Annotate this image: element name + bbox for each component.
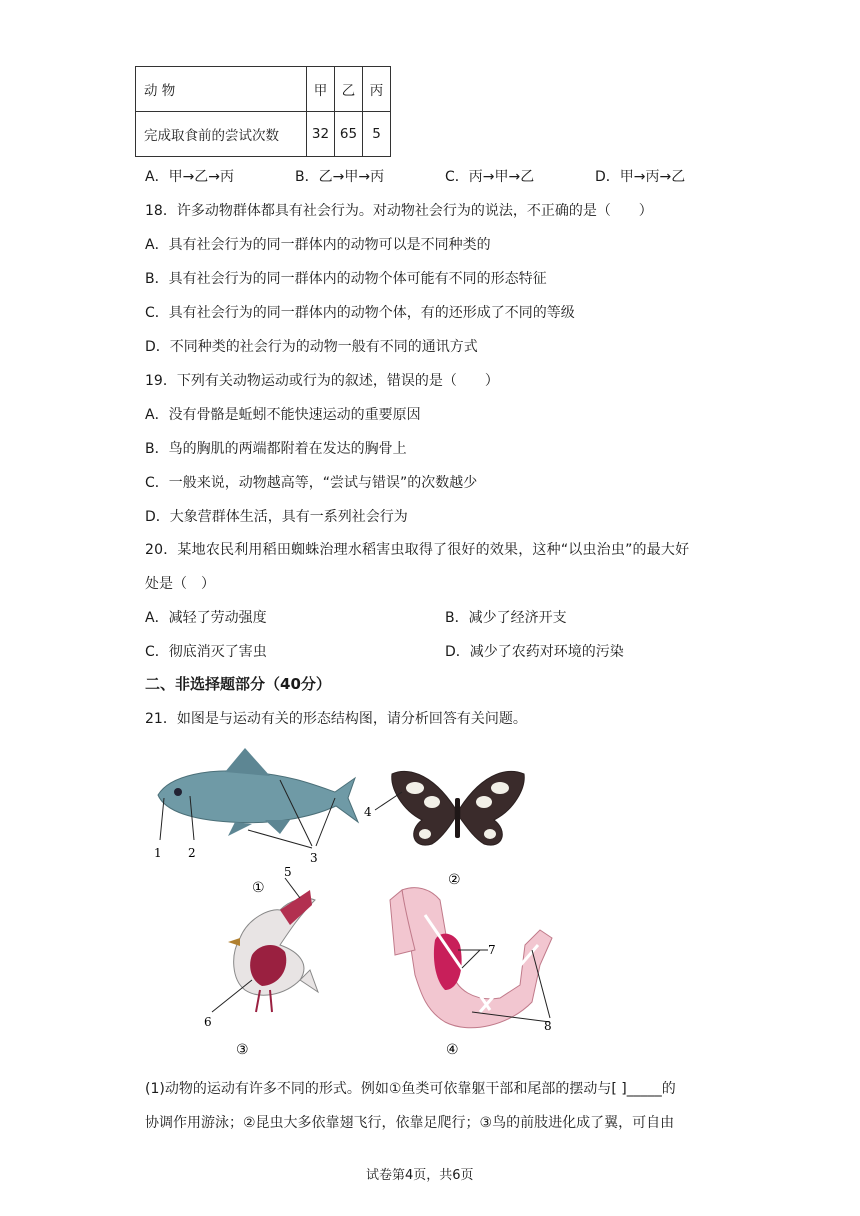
- table-cell: 乙: [335, 67, 363, 112]
- butterfly-illustration: [375, 771, 524, 845]
- q20-stem-line1: 20．某地农民利用稻田蜘蛛治理水稻害虫取得了很好的效果，这种“以虫治虫”的最大好: [145, 542, 690, 558]
- fish-label-1: 1: [154, 846, 162, 860]
- q21-stem: 21．如图是与运动有关的形态结构图，请分析回答有关问题。: [145, 711, 527, 727]
- panel-label-2: ②: [448, 872, 461, 888]
- table-cell: 65: [335, 112, 363, 157]
- arm-illustration: [390, 888, 552, 1028]
- arm-label-7: 7: [488, 943, 496, 957]
- q20-stem-line2: 处是（ ）: [145, 576, 215, 592]
- table-row: [136, 112, 391, 157]
- q21-sub1-line1: (1)动物的运动有许多不同的形式。例如①鱼类可依靠躯干部和尾部的摆动与[ ]_____的: [145, 1081, 676, 1097]
- panel-label-1: ①: [252, 880, 265, 896]
- fish-illustration: [158, 748, 358, 848]
- page-footer: 试卷第4页，共6页: [366, 1168, 474, 1183]
- q19-option-a: A．没有骨骼是蚯蚓不能快速运动的重要原因: [145, 407, 421, 423]
- arm-label-8: 8: [544, 1019, 552, 1033]
- table-cell: 动 物: [136, 67, 307, 112]
- q18-option-c: C．具有社会行为的同一群体内的动物个体，有的还形成了不同的等级: [145, 305, 575, 321]
- attempts-table: [135, 66, 391, 157]
- table-header-row: [136, 67, 391, 112]
- q20-option-a: A．减轻了劳动强度: [145, 610, 267, 626]
- bird-label-6: 6: [204, 1015, 212, 1029]
- panel-label-4: ④: [446, 1042, 459, 1058]
- q17-option-a: A．甲→乙→丙: [145, 169, 235, 185]
- q19-option-b: B．鸟的胸肌的两端都附着在发达的胸骨上: [145, 441, 407, 457]
- q18-option-a: A．具有社会行为的同一群体内的动物可以是不同种类的: [145, 237, 491, 253]
- q18-option-d: D．不同种类的社会行为的动物一般有不同的通讯方式: [145, 339, 478, 355]
- table-cell: 丙: [363, 67, 391, 112]
- table-cell: 5: [363, 112, 391, 157]
- table-cell: 完成取食前的尝试次数: [136, 112, 307, 157]
- fish-label-3: 3: [310, 851, 318, 865]
- fish-label-2: 2: [188, 846, 196, 860]
- q19-stem: 19．下列有关动物运动或行为的叙述，错误的是（ ）: [145, 373, 499, 389]
- q17-option-c: C．丙→甲→乙: [445, 169, 535, 185]
- panel-label-3: ③: [236, 1042, 249, 1058]
- q18-stem: 18．许多动物群体都具有社会行为。对动物社会行为的说法，不正确的是（ ）: [145, 203, 653, 219]
- q19-option-c: C．一般来说，动物越高等，“尝试与错误”的次数越少: [145, 475, 478, 491]
- q19-option-d: D．大象营群体生活，具有一系列社会行为: [145, 509, 408, 525]
- q20-option-b: B．减少了经济开支: [445, 610, 567, 626]
- bird-illustration: [212, 878, 318, 1012]
- table-cell: 32: [307, 112, 335, 157]
- butterfly-label-4: 4: [364, 805, 372, 819]
- q17-option-b: B．乙→甲→丙: [295, 169, 385, 185]
- q21-sub1-line2: 协调作用游泳；②昆虫大多依靠翅飞行，依靠足爬行；③鸟的前肢进化成了翼，可自由: [145, 1115, 675, 1131]
- bird-label-5: 5: [284, 865, 292, 879]
- section-title: 二、非选择题部分（40分）: [145, 675, 331, 693]
- q17-option-d: D．甲→丙→乙: [595, 169, 686, 185]
- q20-option-d: D．减少了农药对环境的污染: [445, 644, 624, 660]
- q20-option-c: C．彻底消灭了害虫: [145, 644, 267, 660]
- table-cell: 甲: [307, 67, 335, 112]
- q18-option-b: B．具有社会行为的同一群体内的动物个体可能有不同的形态特征: [145, 271, 547, 287]
- movement-figure: [140, 740, 580, 1070]
